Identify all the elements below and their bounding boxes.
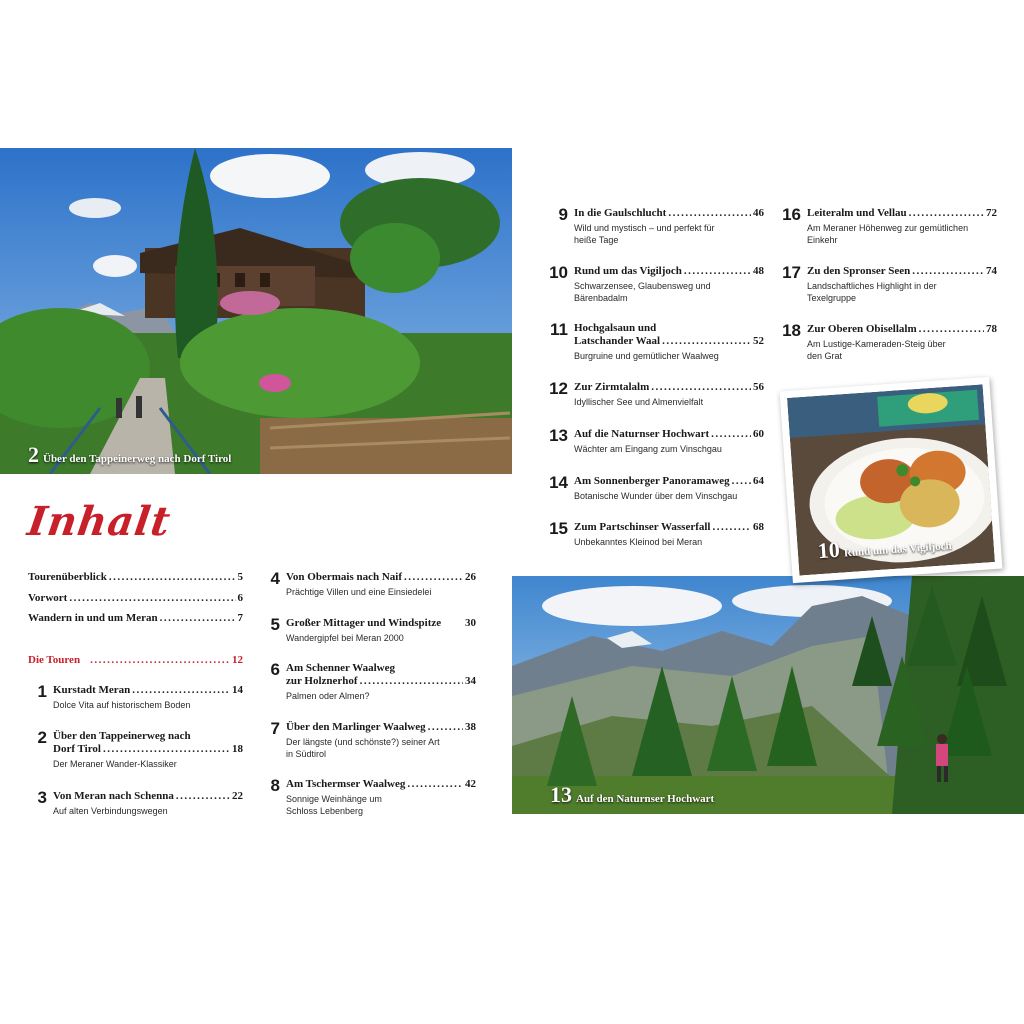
leader-dots xyxy=(69,592,235,604)
tour-subtitle-line2: Bärenbadalm xyxy=(574,293,628,303)
tour-subtitle: Der längste (und schönste?) seiner Art xyxy=(286,737,440,747)
toc-page: 6 xyxy=(237,592,243,604)
tour-page: 64 xyxy=(753,475,764,487)
tour-entry-5[interactable] xyxy=(258,617,476,647)
tour-page: 14 xyxy=(232,684,243,696)
tour-page: 42 xyxy=(465,778,476,790)
leader-dots xyxy=(684,265,751,278)
tour-page: 34 xyxy=(465,675,476,687)
tour-subtitle: Der Meraner Wander-Klassiker xyxy=(53,759,177,769)
tour-subtitle: Botanische Wunder über dem Vinschgau xyxy=(574,491,738,501)
photo-caption-2 xyxy=(28,442,231,468)
photo-naturnser-hochwart xyxy=(512,576,1024,814)
tour-subtitle: Landschaftliches Highlight in der xyxy=(807,281,937,291)
tour-title: Leiteralm und Vellau xyxy=(807,207,907,219)
tour-subtitle-line2: Einkehr xyxy=(807,235,838,245)
tour-subtitle: Auf alten Verbindungswegen xyxy=(53,806,168,816)
tour-page: 68 xyxy=(753,521,764,533)
toc-label: Vorwort xyxy=(28,592,68,604)
tour-page: 60 xyxy=(753,428,764,440)
tour-subtitle-line2: heiße Tage xyxy=(574,235,619,245)
tour-title: zur Holznerhof xyxy=(286,675,358,687)
tour-entry-7[interactable] xyxy=(258,721,476,765)
tour-entry-10[interactable] xyxy=(546,265,764,309)
tour-number: 12 xyxy=(549,379,568,398)
tour-entry-14[interactable] xyxy=(546,475,764,505)
leader-dots xyxy=(919,323,984,336)
tour-subtitle-line2: Texelgruppe xyxy=(807,293,857,303)
tour-number: 5 xyxy=(270,615,280,634)
leader-dots xyxy=(90,654,230,666)
tour-subtitle: Am Meraner Höhenweg zur gemütlichen xyxy=(807,223,969,233)
tour-subtitle: Wild und mystisch – und perfekt für xyxy=(574,223,715,233)
tour-entry-1[interactable] xyxy=(25,684,243,714)
toc-item-die-touren[interactable] xyxy=(28,654,243,666)
tour-title-line1: Hochgalsaun und xyxy=(574,322,657,334)
tour-entry-2[interactable] xyxy=(25,730,243,774)
tour-entry-11[interactable] xyxy=(546,322,764,366)
tour-title: Von Obermais nach Naif xyxy=(286,571,403,583)
tour-title: Großer Mittager und Windspitze xyxy=(286,617,442,629)
toc-item-wandern[interactable] xyxy=(28,612,243,624)
tour-subtitle: Am Lustige-Kameraden-Steig über xyxy=(807,339,946,349)
tour-entry-18[interactable] xyxy=(779,323,997,367)
tour-entry-8[interactable] xyxy=(258,778,476,822)
tour-title-line1: Am Schenner Waalweg xyxy=(286,662,395,674)
leader-dots xyxy=(912,265,984,278)
toc-page: 7 xyxy=(237,612,243,624)
tour-subtitle-line2: den Grat xyxy=(807,351,843,361)
tour-number: 7 xyxy=(270,719,280,738)
tour-entry-15[interactable] xyxy=(546,521,764,551)
tour-entry-9[interactable] xyxy=(546,207,764,251)
toc-label: Die Touren xyxy=(28,654,81,666)
leader-dots xyxy=(132,684,230,697)
tour-subtitle: Burgruine und gemütlicher Waalweg xyxy=(574,351,719,361)
leader-dots xyxy=(407,778,463,791)
tour-subtitle: Wächter am Eingang zum Vinschgau xyxy=(574,444,722,454)
tour-title: Latschander Waal xyxy=(574,335,661,347)
tour-entry-13[interactable] xyxy=(546,428,764,458)
tour-number: 11 xyxy=(550,320,568,339)
tour-title: Zur Zirmtalalm xyxy=(574,381,650,393)
tour-number: 18 xyxy=(782,321,801,340)
photo-number: 2 xyxy=(28,442,39,467)
tour-title: Zu den Spronser Seen xyxy=(807,265,911,277)
toc-item-vorwort[interactable] xyxy=(28,592,243,604)
tour-subtitle: Unbekanntes Kleinod bei Meran xyxy=(574,537,703,547)
tour-title: Am Tschermser Waalweg xyxy=(286,778,406,790)
tour-page: 52 xyxy=(753,335,764,347)
photo-tappeinerweg xyxy=(0,148,512,474)
tour-entry-16[interactable] xyxy=(779,207,997,251)
tour-page: 56 xyxy=(753,381,764,393)
tour-page: 46 xyxy=(753,207,764,219)
tour-title: Kurstadt Meran xyxy=(53,684,131,696)
tour-title: Von Meran nach Schenna xyxy=(53,790,174,802)
tour-page: 38 xyxy=(465,721,476,733)
tour-subtitle: Prächtige Villen und eine Einsiedelei xyxy=(286,587,432,597)
tour-number: 1 xyxy=(37,682,47,701)
tour-title-line1: Über den Tappeinerweg nach xyxy=(53,730,191,742)
tour-entry-6[interactable] xyxy=(258,662,476,706)
tour-number: 17 xyxy=(782,263,801,282)
tour-title: Auf die Naturnser Hochwart xyxy=(574,428,710,440)
tour-page: 26 xyxy=(465,571,476,583)
tour-page: 30 xyxy=(465,617,476,629)
leader-dots xyxy=(176,790,230,803)
tour-subtitle: Sonnige Weinhänge um xyxy=(286,794,382,804)
photo-number: 13 xyxy=(550,782,572,807)
tour-number: 2 xyxy=(37,728,47,747)
leader-dots xyxy=(160,612,236,624)
tour-title: Am Sonnenberger Panoramaweg xyxy=(574,475,730,487)
leader-dots xyxy=(360,675,463,688)
tour-entry-3[interactable] xyxy=(25,790,243,820)
leader-dots xyxy=(428,721,463,734)
tour-number: 15 xyxy=(549,519,568,538)
tour-entry-12[interactable] xyxy=(546,381,764,411)
tour-page: 22 xyxy=(232,790,243,802)
tour-number: 4 xyxy=(270,569,280,588)
tour-entry-4[interactable] xyxy=(258,571,476,601)
tour-title: In die Gaulschlucht xyxy=(574,207,667,219)
tour-number: 3 xyxy=(37,788,47,807)
tour-title: Dorf Tirol xyxy=(53,743,101,755)
leader-dots xyxy=(668,207,751,220)
tour-number: 13 xyxy=(549,426,568,445)
leader-dots xyxy=(662,335,751,348)
tour-subtitle: Schwarzensee, Glaubensweg und xyxy=(574,281,711,291)
leader-dots xyxy=(103,743,230,756)
tour-subtitle: Dolce Vita auf historischem Boden xyxy=(53,700,191,710)
tour-title: Über den Marlinger Waalweg xyxy=(286,721,426,733)
tour-subtitle: Palmen oder Almen? xyxy=(286,691,370,701)
leader-dots xyxy=(109,571,236,583)
tour-page: 18 xyxy=(232,743,243,755)
leader-dots xyxy=(711,428,751,441)
tour-entry-17[interactable] xyxy=(779,265,997,309)
photo-number: 10 xyxy=(816,536,841,564)
toc-item-touruberblick[interactable] xyxy=(28,571,243,583)
page-title: Inhalt xyxy=(24,498,174,545)
photo-caption-text: Rund um das Vigiljoch xyxy=(843,539,953,560)
tour-page: 78 xyxy=(986,323,997,335)
tour-subtitle: Idyllischer See und Almenvielfalt xyxy=(574,397,704,407)
tour-number: 14 xyxy=(549,473,568,492)
tour-title: Rund um das Vigiljoch xyxy=(574,265,682,277)
tour-subtitle-line2: in Südtirol xyxy=(286,749,327,759)
leader-dots xyxy=(404,571,463,584)
photo-caption-text: Auf den Naturnser Hochwart xyxy=(576,793,715,805)
tour-subtitle: Wandergipfel bei Meran 2000 xyxy=(286,633,404,643)
tour-title: Zum Partschinser Wasserfall xyxy=(574,521,711,533)
leader-dots xyxy=(909,207,984,220)
tour-page: 72 xyxy=(986,207,997,219)
toc-page: 5 xyxy=(237,571,243,583)
tour-number: 8 xyxy=(270,776,280,795)
tour-number: 6 xyxy=(270,660,280,679)
photo-caption-text: Über den Tappeinerweg nach Dorf Tirol xyxy=(43,453,232,465)
leader-dots xyxy=(732,475,751,488)
leader-dots xyxy=(651,381,751,394)
photo-caption-13 xyxy=(550,782,714,808)
tour-number: 10 xyxy=(549,263,568,282)
tour-page: 48 xyxy=(753,265,764,277)
toc-page: 12 xyxy=(232,654,243,666)
tour-title: Zur Oberen Obisellalm xyxy=(807,323,917,335)
toc-label: Wandern in und um Meran xyxy=(28,612,158,624)
tour-number: 9 xyxy=(558,205,568,224)
polaroid-photo-vigiljoch xyxy=(780,377,1003,583)
tour-page: 74 xyxy=(986,265,997,277)
leader-dots xyxy=(712,521,751,534)
tour-subtitle-line2: Schloss Lebenberg xyxy=(286,806,364,816)
toc-label: Tourenüberblick xyxy=(28,571,107,583)
tour-number: 16 xyxy=(782,205,801,224)
